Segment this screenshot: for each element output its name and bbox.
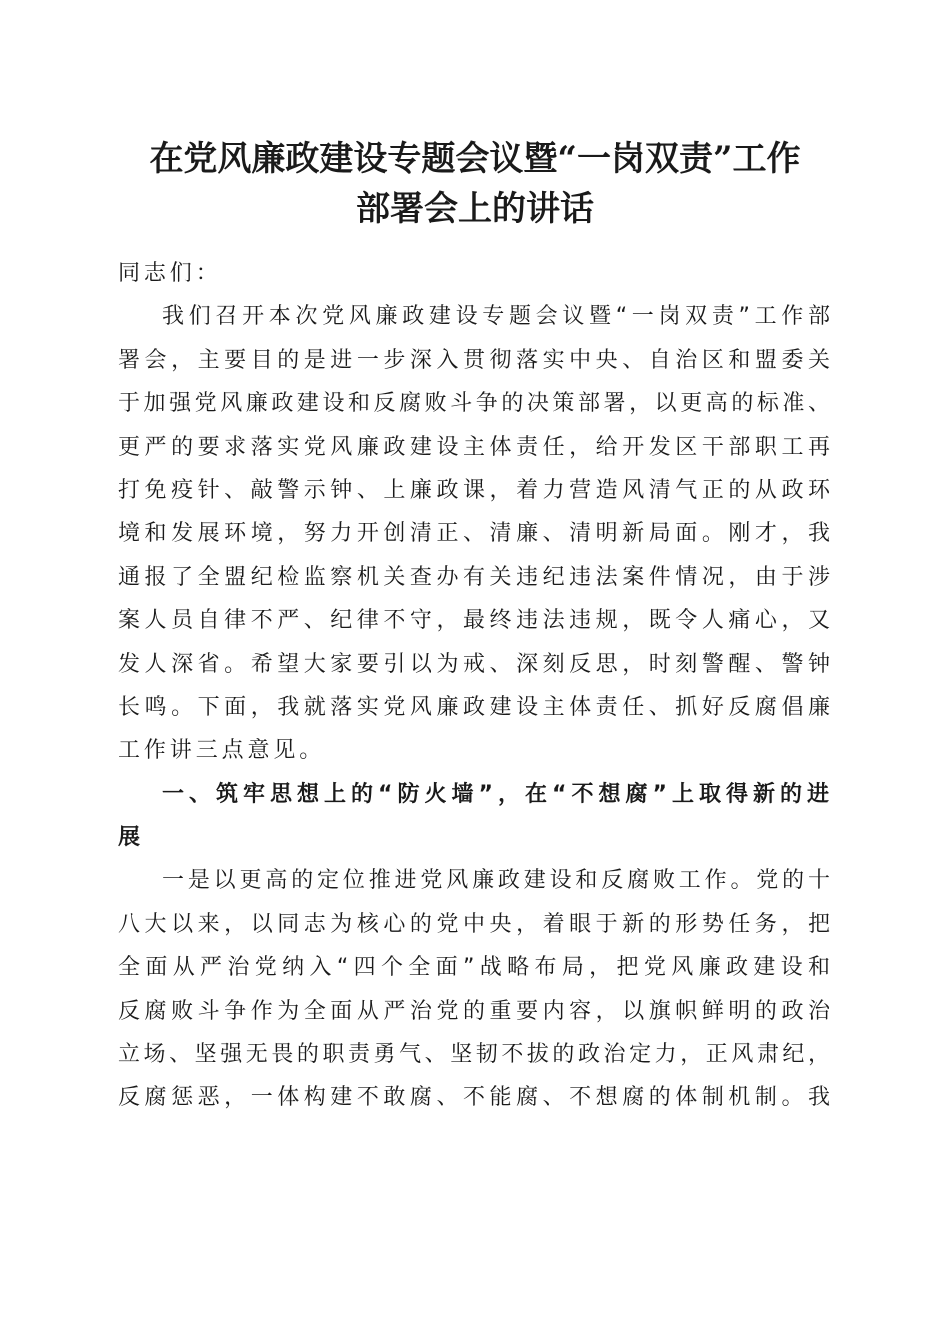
paragraph-line: 打免疫针、敲警示钟、上廉政课，着力营造风清气正的从政环 xyxy=(118,477,830,503)
paragraph-intro xyxy=(118,295,830,772)
paragraph-line: 境和发展环境，努力开创清正、清廉、清明新局面。刚才，我 xyxy=(118,521,830,547)
paragraph-section-1 xyxy=(118,859,830,1119)
paragraph-line: 八大以来，以同志为核心的党中央，着眼于新的形势任务，把 xyxy=(118,911,830,937)
paragraph-line: 反腐惩恶，一体构建不敢腐、不能腐、不想腐的体制机制。我 xyxy=(118,1085,830,1111)
paragraph-line: 更严的要求落实党风廉政建设主体责任，给开发区干部职工再 xyxy=(118,434,830,460)
paragraph-line: 通报了全盟纪检监察机关查办有关违纪违法案件情况，由于涉 xyxy=(118,564,830,590)
paragraph-line: 长鸣。下面，我就落实党风廉政建设主体责任、抓好反腐倡廉 xyxy=(118,694,830,720)
paragraph-line: 我们召开本次党风廉政建设专题会议暨“一岗双责”工作部 xyxy=(162,304,830,330)
salutation: 同志们： xyxy=(118,261,222,286)
paragraph-line: 工作讲三点意见。 xyxy=(118,738,326,764)
paragraph-line: 立场、坚强无畏的职责勇气、坚韧不拔的政治定力，正风肃纪， xyxy=(118,1042,830,1068)
paragraph-line: 全面从严治党纳入“四个全面”战略布局，把党风廉政建设和 xyxy=(118,955,830,981)
heading-line: 一、筑牢思想上的“防火墙”，在“不想腐”上取得新的进 xyxy=(162,781,830,807)
paragraph-line: 一是以更高的定位推进党风廉政建设和反腐败工作。党的十 xyxy=(162,868,830,894)
document-body xyxy=(118,252,830,1120)
paragraph-line: 发人深省。希望大家要引以为戒、深刻反思，时刻警醒、警钟 xyxy=(118,651,830,677)
document-title xyxy=(100,134,850,234)
heading-line: 展 xyxy=(118,825,142,851)
paragraph-line: 反腐败斗争作为全面从严治党的重要内容，以旗帜鲜明的政治 xyxy=(118,998,830,1024)
section-heading-1 xyxy=(118,773,830,860)
title-line-2: 部署会上的讲话 xyxy=(356,189,594,229)
paragraph-line: 案人员自律不严、纪律不守，最终违法违规，既令人痛心，又 xyxy=(118,608,830,634)
title-line-1: 在党风廉政建设专题会议暨“一岗双责”工作 xyxy=(149,139,801,179)
paragraph-line: 于加强党风廉政建设和反腐败斗争的决策部署，以更高的标准、 xyxy=(118,391,830,417)
paragraph-line: 署会，主要目的是进一步深入贯彻落实中央、自治区和盟委关 xyxy=(118,347,830,373)
